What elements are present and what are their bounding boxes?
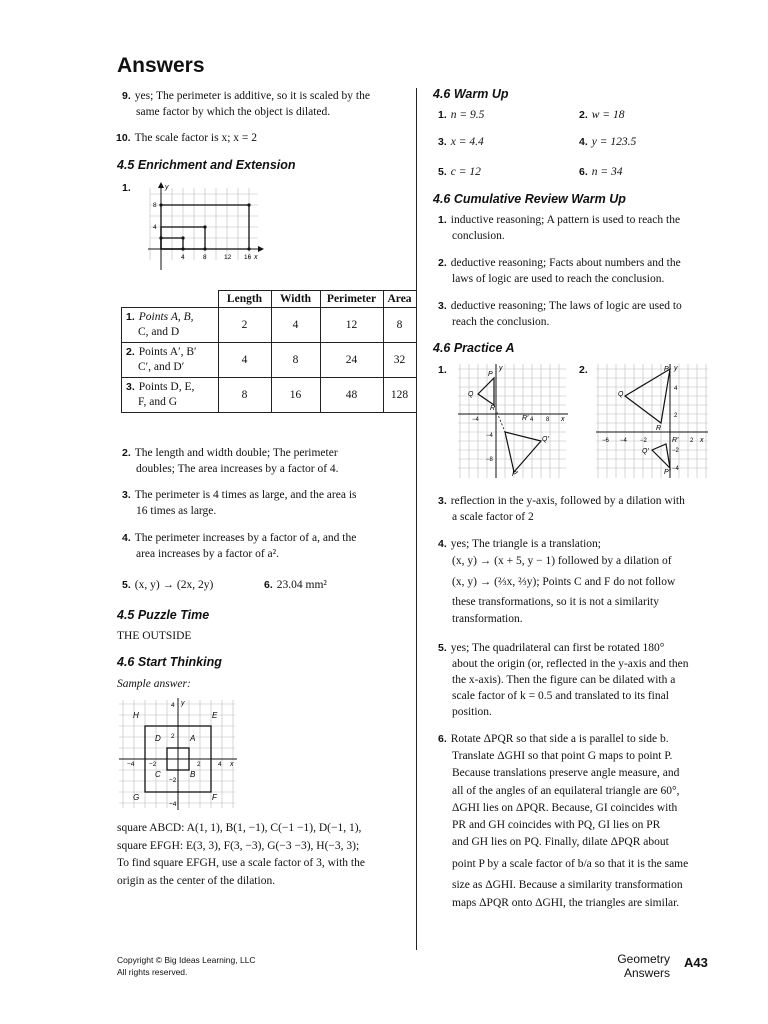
pa-answer-6: 6. Rotate ΔPQR so that side a is parallel to side b. Translate ΔGHI so that point G maps to point P. Because translations preserve angle measure, and all of the angles of an equilateral triangle are 60°, ΔGHI lies on ΔPQR. Because, GI coincides with PR and GH coincides with PQ, GI lies on PR and GH lies on PQ. Finally, dilate ΔPQR about point P by a scale factor of b/a so that it is the same size as ΔGHI. Because a similarity transformation maps ΔPQR onto ΔGHI, the triangles are similar. [438, 733, 689, 909]
ee-answer-5: 5. (x, y) → (2x, 2y) [122, 579, 214, 591]
svg-text:−8: −8 [486, 457, 493, 463]
svg-text:y: y [499, 365, 503, 372]
svg-text:C: C [155, 770, 161, 779]
pa-answer-5: 5. yes; The quadrilateral can first be rotated 180° about the origin (or, reflected in the y-axis and then the x-axis). Then the figure can be dilated with a scale factor of k = 0.5 and translated to its final position. [438, 642, 689, 718]
warmup-2: 2. w = 18 [579, 109, 625, 121]
svg-text:−2: −2 [149, 761, 157, 768]
section-4-6-warm-up: 4.6 Warm Up [433, 87, 509, 101]
svg-text:y: y [181, 700, 185, 707]
pa-answer-3: 3. reflection in the y-axis, followed by a dilation with a scale factor of 2 [438, 495, 685, 523]
svg-text:R: R [656, 425, 662, 432]
svg-text:Q: Q [468, 391, 474, 398]
start-thinking-graph [117, 696, 239, 812]
svg-text:2: 2 [690, 438, 694, 444]
svg-text:4: 4 [171, 702, 175, 709]
svg-text:−4: −4 [620, 438, 627, 444]
svg-text:R′: R′ [522, 415, 529, 422]
crwu-2: 2. deductive reasoning; Facts about numbers and the laws of logic are used to reach the conclusion. [438, 257, 681, 285]
svg-text:4: 4 [218, 761, 222, 768]
svg-text:−4: −4 [169, 801, 177, 808]
svg-text:y: y [165, 184, 169, 191]
table-row: 2. Points A′, B′ C′, and D′ 4 8 24 32 [122, 343, 417, 378]
col-width: Width [271, 291, 320, 308]
ee-answer-6: 6. 23.04 mm² [264, 579, 327, 591]
ee-answer-3: 3. The perimeter is 4 times as large, and the area is 16 times as large. [122, 489, 357, 517]
section-4-5-enrichment: 4.5 Enrichment and Extension [117, 158, 296, 172]
svg-text:H: H [133, 711, 139, 720]
practice-a-graph-2 [594, 362, 710, 480]
svg-text:8: 8 [546, 417, 550, 423]
col-perimeter: Perimeter [320, 291, 383, 308]
svg-text:P: P [488, 371, 493, 378]
svg-text:x: x [230, 761, 234, 768]
col-length: Length [218, 291, 271, 308]
ee-answer-4: 4. The perimeter increases by a factor of a, and the area increases by a factor of a². [122, 532, 357, 560]
start-thinking-explanation: square ABCD: A(1, 1), B(1, −1), C(−1 −1), D(−1, 1), square EFGH: E(3, 3), F(3, −3), G(−3 −3), H(−3, 3); To find square EFGH, use a scale factor of 3, with the origin as the center of the dilation. [117, 822, 365, 887]
page-title: Answers [117, 54, 205, 77]
svg-text:8: 8 [153, 202, 157, 209]
warmup-4: 4. y = 123.5 [579, 136, 637, 148]
page-number: A43 [684, 955, 708, 970]
svg-text:x: x [254, 254, 258, 261]
svg-text:−6: −6 [602, 438, 609, 444]
svg-text:A: A [190, 734, 196, 743]
svg-text:P′: P′ [512, 471, 518, 478]
warmup-6: 6. n = 34 [579, 166, 623, 178]
table-row: 3. Points D, E, F, and G 8 16 48 128 [122, 378, 417, 413]
svg-text:−2: −2 [672, 448, 679, 454]
dimensions-table [121, 290, 417, 413]
crwu-3: 3. deductive reasoning; The laws of logic are used to reach the conclusion. [438, 300, 682, 328]
svg-text:−4: −4 [672, 466, 679, 472]
svg-text:x: x [561, 416, 565, 423]
svg-text:−2: −2 [169, 777, 177, 784]
column-divider [416, 88, 417, 950]
svg-text:16: 16 [244, 254, 252, 261]
svg-text:P′: P′ [664, 469, 670, 476]
warmup-3: 3. x = 4.4 [438, 136, 484, 148]
svg-text:D: D [155, 734, 161, 743]
svg-text:−4: −4 [472, 417, 479, 423]
svg-text:x: x [700, 437, 704, 444]
svg-text:R′: R′ [672, 437, 679, 444]
ee-graph-label: 1. [122, 182, 131, 194]
crwu-1: 1. inductive reasoning; A pattern is used to reach the conclusion. [438, 214, 681, 242]
svg-text:P: P [664, 366, 669, 373]
pa-graph2-label: 2. [579, 364, 588, 376]
footer-book: Geometry Answers [617, 952, 670, 980]
svg-text:Q′: Q′ [542, 436, 549, 443]
practice-a-graph-1 [456, 362, 572, 480]
svg-text:−4: −4 [486, 433, 493, 439]
warmup-5: 5. c = 12 [438, 166, 481, 178]
warmup-1: 1. n = 9.5 [438, 109, 485, 121]
svg-text:4: 4 [181, 254, 185, 261]
puzzle-answer: THE OUTSIDE [117, 630, 192, 642]
svg-text:8: 8 [203, 254, 207, 261]
svg-text:E: E [212, 711, 218, 720]
svg-text:2: 2 [171, 733, 175, 740]
svg-text:R: R [490, 405, 496, 412]
svg-text:Q′: Q′ [642, 448, 649, 455]
pa-graph1-label: 1. [438, 364, 447, 376]
svg-text:4: 4 [530, 417, 534, 423]
answer-10: 10. The scale factor is x; x = 2 [116, 132, 258, 144]
footer-copyright: Copyright © Big Ideas Learning, LLC All rights reserved. [117, 955, 256, 977]
svg-text:2: 2 [197, 761, 201, 768]
svg-text:Q: Q [618, 391, 624, 398]
svg-text:G: G [133, 793, 140, 802]
svg-text:12: 12 [224, 254, 232, 261]
svg-text:B: B [190, 770, 196, 779]
svg-text:2: 2 [674, 413, 678, 419]
col-area: Area [383, 291, 416, 308]
section-4-6-practice-a: 4.6 Practice A [433, 341, 515, 355]
pa-answer-4: 4. yes; The triangle is a translation; (x, y) → (x + 5, y − 1) followed by a dilation of (x, y) → (⅔x, ⅔y); Points C and F do not follow these transformations, so it is not a similarity transformation. [438, 538, 676, 625]
svg-text:−2: −2 [640, 438, 647, 444]
answer-9: 9. yes; The perimeter is additive, so it is scaled by the same factor by which the object is dilated. [122, 90, 370, 118]
section-4-6-cumulative-review: 4.6 Cumulative Review Warm Up [433, 192, 626, 206]
section-4-5-puzzle: 4.5 Puzzle Time [117, 608, 210, 622]
svg-text:F: F [212, 793, 217, 802]
ee-coordinate-graph [140, 180, 265, 275]
svg-text:y: y [674, 365, 678, 372]
svg-text:−4: −4 [127, 761, 135, 768]
table-row: 1. Points A, B, C, and D 2 4 12 8 [122, 308, 417, 343]
ee-answer-2: 2. The length and width double; The perimeter doubles; The area increases by a factor of 4. [122, 447, 339, 475]
section-4-6-start-thinking: 4.6 Start Thinking [117, 655, 222, 669]
sample-answer-label: Sample answer: [117, 678, 191, 690]
svg-text:4: 4 [153, 224, 157, 231]
svg-text:4: 4 [674, 386, 678, 392]
